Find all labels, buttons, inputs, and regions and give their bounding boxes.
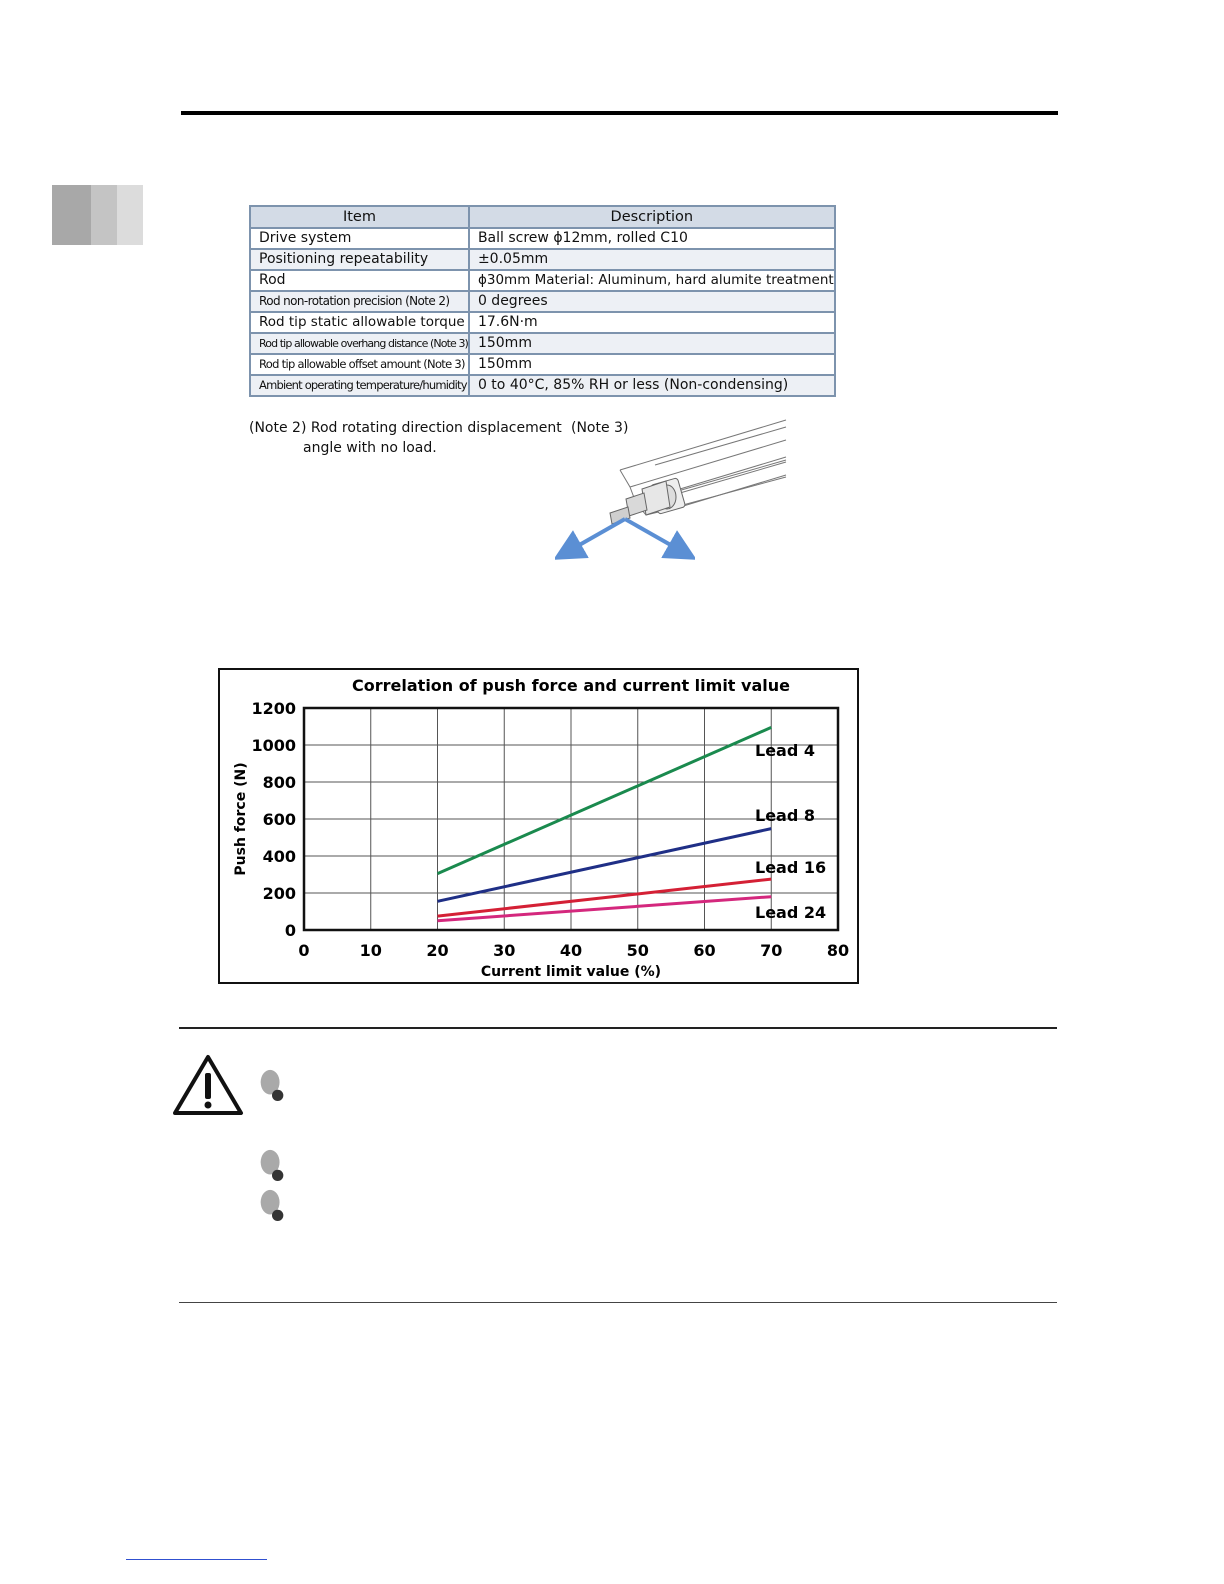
x-axis-label: Current limit value (%) bbox=[480, 964, 662, 980]
bullet-dot-icon bbox=[258, 1148, 286, 1182]
spec-table-header bbox=[250, 206, 835, 228]
spec-table bbox=[249, 205, 836, 397]
x-tick-label: 10 bbox=[359, 941, 382, 960]
arrow-left bbox=[567, 519, 625, 552]
row-item: Rod tip allowable overhang distance (Note 3) bbox=[250, 333, 469, 354]
series-label: Lead 8 bbox=[755, 806, 815, 825]
y-tick-label: 800 bbox=[262, 773, 296, 792]
row-item: Rod tip allowable offset amount (Note 3) bbox=[250, 354, 469, 375]
header-description: Description bbox=[469, 206, 835, 228]
top-rule bbox=[181, 111, 1058, 115]
series-label: Lead 24 bbox=[755, 903, 827, 922]
y-tick-label: 600 bbox=[262, 810, 296, 829]
table-row bbox=[250, 333, 835, 354]
y-tick-label: 1000 bbox=[251, 736, 296, 755]
header-item: Item bbox=[250, 206, 469, 228]
row-description: Ball screw ϕ12mm, rolled C10 bbox=[469, 228, 835, 249]
row-description: 0 degrees bbox=[469, 291, 835, 312]
tab-marker-dark bbox=[52, 185, 91, 245]
x-tick-label: 20 bbox=[426, 941, 449, 960]
section-tab-marker bbox=[52, 185, 143, 245]
x-tick-label: 50 bbox=[626, 941, 649, 960]
bullet-dot-icon bbox=[258, 1188, 286, 1222]
table-row bbox=[250, 228, 835, 249]
y-tick-label: 400 bbox=[262, 847, 296, 866]
x-tick-label: 70 bbox=[760, 941, 783, 960]
row-item: Positioning repeatability bbox=[250, 249, 469, 270]
row-item: Rod non-rotation precision (Note 2) bbox=[250, 291, 469, 312]
offset-direction-arrows bbox=[555, 510, 695, 562]
table-row bbox=[250, 270, 835, 291]
series-line bbox=[438, 727, 772, 873]
footer-link-underline bbox=[126, 1559, 267, 1560]
y-tick-label: 1200 bbox=[251, 699, 296, 718]
table-row bbox=[250, 312, 835, 333]
note-2-line2: angle with no load. bbox=[303, 440, 437, 456]
y-axis-label: Push force (N) bbox=[233, 762, 249, 876]
note-2-line1: (Note 2) Rod rotating direction displacement bbox=[249, 420, 562, 436]
x-tick-label: 40 bbox=[559, 941, 583, 960]
row-description: 150mm bbox=[469, 333, 835, 354]
bottom-rule bbox=[179, 1302, 1057, 1303]
note-3-label: (Note 3) bbox=[571, 420, 629, 436]
series-line bbox=[438, 879, 772, 916]
section-rule bbox=[179, 1027, 1057, 1029]
row-item: Drive system bbox=[250, 228, 469, 249]
row-description: 0 to 40°C, 85% RH or less (Non-condensing) bbox=[469, 375, 835, 396]
chart-svg bbox=[218, 668, 859, 984]
row-item: Rod bbox=[250, 270, 469, 291]
x-tick-label: 80 bbox=[826, 941, 850, 960]
series-line bbox=[438, 897, 772, 921]
row-description: 150mm bbox=[469, 354, 835, 375]
row-description: 17.6N·m bbox=[469, 312, 835, 333]
x-tick-label: 60 bbox=[693, 941, 716, 960]
table-row bbox=[250, 291, 835, 312]
y-tick-label: 200 bbox=[262, 884, 296, 903]
arrow-right bbox=[625, 519, 683, 552]
table-row bbox=[250, 249, 835, 270]
row-item: Ambient operating temperature/humidity bbox=[250, 375, 469, 396]
y-tick-label: 0 bbox=[284, 921, 296, 940]
tab-marker-light bbox=[117, 185, 143, 245]
bullet-dot-icon bbox=[258, 1068, 286, 1102]
tab-marker-mid bbox=[91, 185, 117, 245]
warning-triangle-icon bbox=[171, 1053, 245, 1117]
table-row bbox=[250, 375, 835, 396]
series-line bbox=[438, 829, 772, 902]
table-row bbox=[250, 354, 835, 375]
x-tick-label: 0 bbox=[298, 941, 310, 960]
row-description: ϕ30mm Material: Aluminum, hard alumite treatment bbox=[469, 270, 835, 291]
series-label: Lead 16 bbox=[755, 858, 827, 877]
row-item: Rod tip static allowable torque bbox=[250, 312, 469, 333]
series-label: Lead 4 bbox=[755, 741, 815, 760]
row-description: ±0.05mm bbox=[469, 249, 835, 270]
chart-title: Correlation of push force and current limit value bbox=[352, 676, 790, 695]
x-tick-label: 30 bbox=[493, 941, 516, 960]
